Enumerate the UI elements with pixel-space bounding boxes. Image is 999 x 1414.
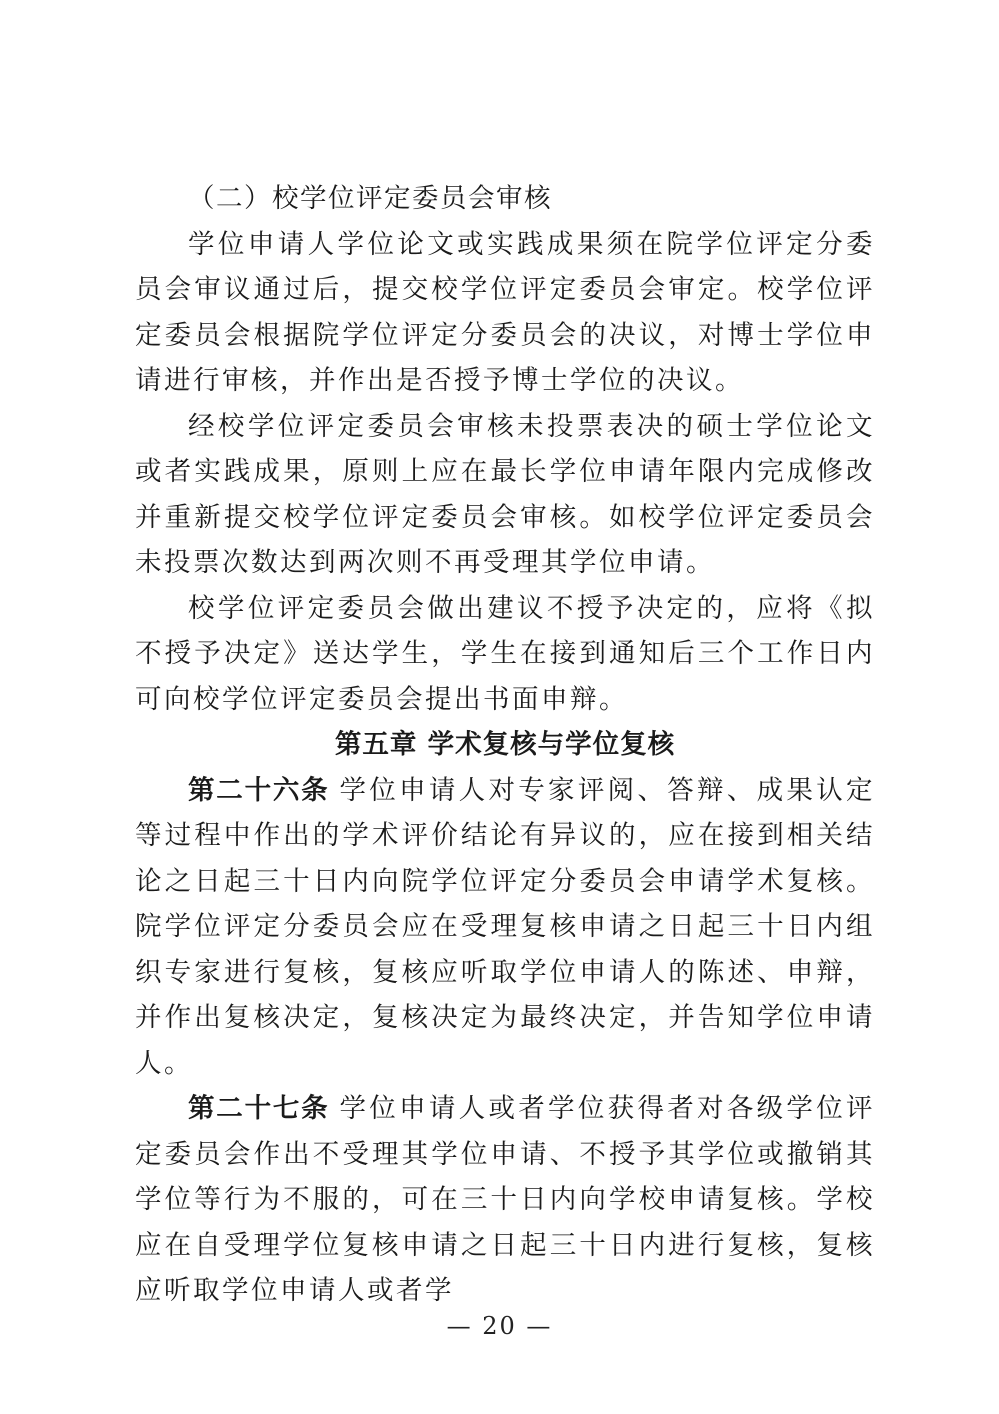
- chapter-title: 第五章 学术复核与学位复核: [334, 729, 676, 760]
- article-27-label: 第二十七条: [188, 1093, 330, 1124]
- article-26-label: 第二十六条: [188, 774, 330, 806]
- article-27: [135, 1086, 875, 1314]
- article-26: [135, 768, 875, 1087]
- paragraph-resubmission: 经校学位评定委员会审核未投票表决的硕士学位论文或者实践成果，原则上应在最长学位申请年限内完成修改并重新提交校学位评定委员会审核。如校学位评定委员会未投票次数达到两次则不再受理其学位申请。: [135, 410, 875, 578]
- article-27-text: 学位申请人或者学位获得者对各级学位评定委员会作出不受理其学位申请、不授予其学位或撤销其学位等行为不服的，可在三十日内向学校申请复核。学校应在自受理学位复核申请之日起三十日内进行复核，复核应听取学位申请人或者学: [135, 1093, 876, 1306]
- paragraph-review-procedure: 学位申请人学位论文或实践成果须在院学位评定分委员会审议通过后，提交校学位评定委员会审定。校学位评定委员会根据院学位评定分委员会的决议，对博士学位申请进行审核，并作出是否授予博士学位的决议。: [135, 228, 875, 396]
- page-number: — 20 —: [446, 1312, 553, 1340]
- section-heading: （二）校学位评定委员会审核: [188, 183, 552, 214]
- paragraph-defense-notice: 校学位评定委员会做出建议不授予决定的，应将《拟不授予决定》送达学生，学生在接到通知后三个工作日内可向校学位评定委员会提出书面申辩。: [135, 592, 875, 715]
- article-26-text: 学位申请人对专家评阅、答辩、成果认定等过程中作出的学术评价结论有异议的，应在接到相关结论之日起三十日内向院学位评定分委员会申请学术复核。院学位评定分委员会应在受理复核申请之日起三十日内组织专家进行复核，复核应听取学位申请人的陈述、申辩，并作出复核决定，复核决定为最终决定，并告知学位申请人。: [135, 774, 876, 1079]
- document-body: [135, 176, 875, 1314]
